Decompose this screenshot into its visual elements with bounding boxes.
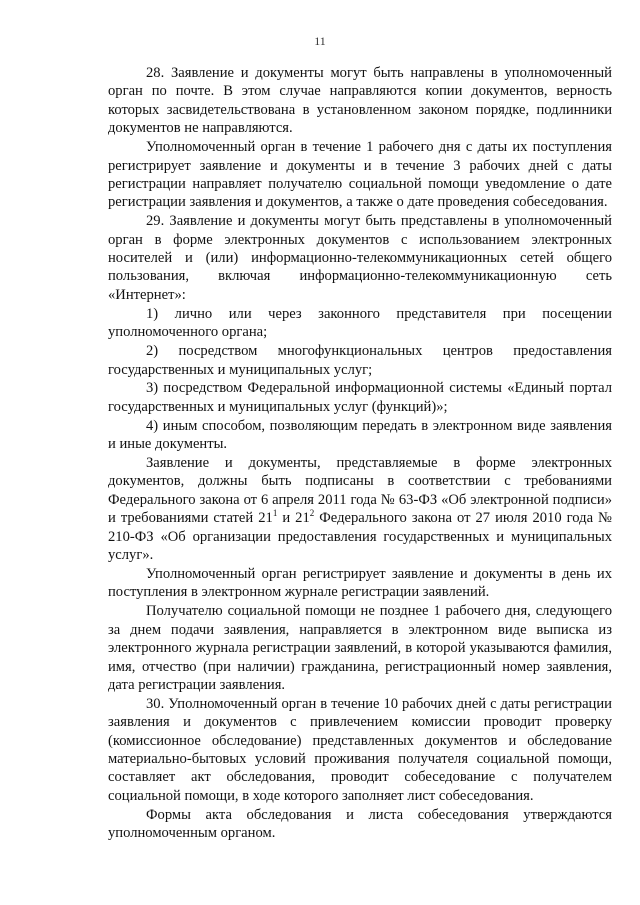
list-item-4: 4) иным способом, позволяющим передать в электронном виде заявления и иные документы. [108, 417, 612, 453]
paragraph-29: 29. Заявление и документы могут быть представлены в уполномоченный орган в форме электронных документов с использованием электронных носителей и (или) информационно-телекоммуникационных сетей общего пользования, включая информационно-телекоммуникационную сеть «Интернет»: [108, 213, 612, 303]
paragraph-registration-extract: Получателю социальной помощи не позднее 1 рабочего дня, следующего за днем подачи заявления, направляется в электронном виде выписка из электронного журнала регистрации заявлений, в которой указываются фамилия, имя, отчество (при наличии) гражданина, регистрационный номер заявления, дата регистрации заявления. [108, 603, 612, 693]
document-body [108, 64, 612, 843]
signature-text-part2: и 21 [277, 510, 310, 527]
signature-text-part1: Заявление и документы, представляемые в форме электронных документов, должны быть подписаны в соответствии с требованиями Федерального закона от 6 апреля 2011 года № 63-ФЗ «Об электронной подписи» и требованиями статей 21 [108, 455, 612, 527]
superscript-2: 2 [309, 508, 315, 519]
paragraph-30: 30. Уполномоченный орган в течение 10 рабочих дней с даты регистрации заявления и документов с привлечением комиссии проводит проверку (комиссионное обследование) представленных документов и обследование материально-бытовых условий проживания получателя социальной помощи, составляет акт обследования, проводит собеседование с получателем социальной помощи, в ходе которого заполняет лист собеседования. [108, 695, 612, 804]
paragraph-electronic-signature [108, 454, 612, 564]
signature-text-part3: Федерального закона от 27 июля 2010 года № 210-ФЗ «Об организации предоставления государственных и муниципальных услуг». [108, 510, 612, 564]
paragraph-28: 28. Заявление и документы могут быть направлены в уполномоченный орган по почте. В этом случае направляются копии документов, верность которых засвидетельствована в установленном законом порядке, подлинники документов не направляются. [108, 65, 612, 137]
list-item-3: 3) посредством Федеральной информационной системы «Единый портал государственных и муниципальных услуг (функций)»; [108, 380, 612, 415]
paragraph-electronic-registration: Уполномоченный орган регистрирует заявление и документы в день их поступления в электронном журнале регистрации заявлений. [108, 565, 612, 601]
list-item-1: 1) лично или через законного представителя при посещении уполномоченного органа; [108, 305, 612, 341]
paragraph-registration-timing: Уполномоченный орган в течение 1 рабочего дня с даты их поступления регистрирует заявление и документы и в течение 3 рабочих дней с даты регистрации направляет получателю социальной помощи уведомление о дате регистрации заявления и документов, а также о дате проведения собеседования. [108, 139, 612, 211]
paragraph-forms-approval: Формы акта обследования и листа собеседования утверждаются уполномоченным органом. [108, 806, 612, 842]
page-number: 11 [314, 34, 326, 48]
superscript-1: 1 [272, 508, 278, 519]
list-item-2: 2) посредством многофункциональных центров предоставления государственных и муниципальных услуг; [108, 343, 612, 378]
